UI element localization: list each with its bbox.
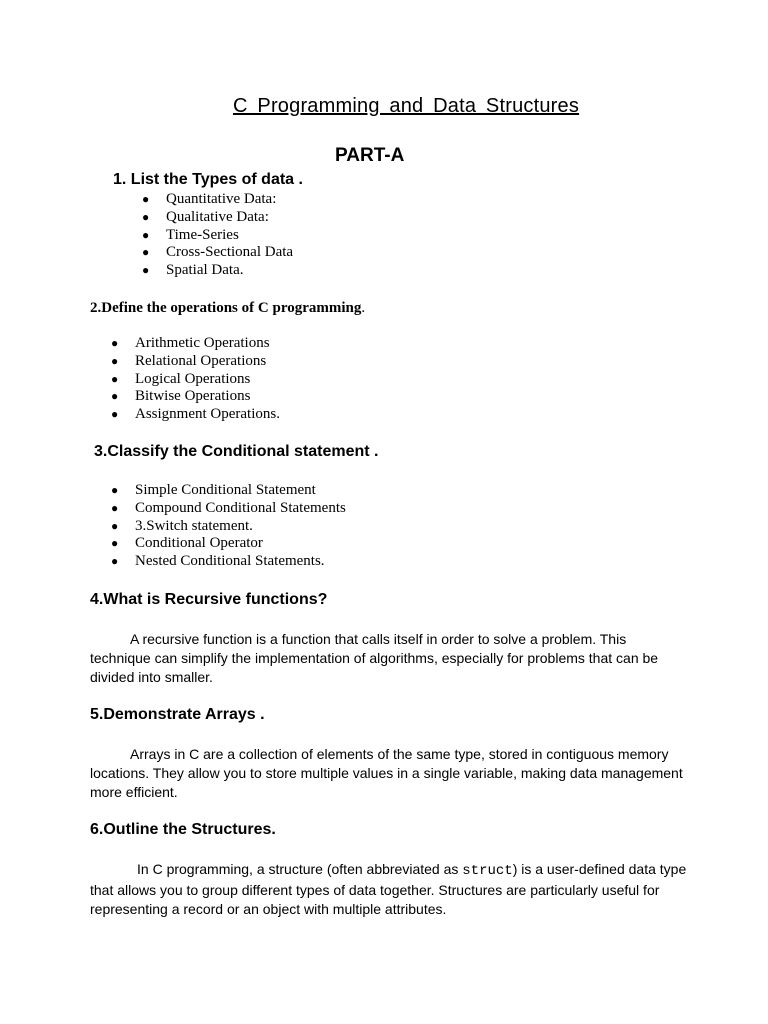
question-2-list [111, 335, 280, 424]
bullet-icon: ● [142, 263, 150, 278]
list-item: ● Relational Operations [111, 352, 267, 369]
bullet-icon: ● [111, 500, 119, 515]
bullet-icon: ● [111, 336, 119, 350]
list-item: ● Assignment Operations. [111, 406, 280, 423]
list-item: ● Simple Conditional Statement [111, 482, 316, 498]
question-3-heading: 3.Classify the Conditional statement . [94, 443, 379, 460]
bullet-icon: ● [142, 209, 150, 224]
bullet-icon: ● [111, 536, 119, 551]
list-item: ● Spatial Data. [142, 262, 244, 279]
question-1-list [142, 191, 294, 280]
list-item: ● 3.Switch statement. [111, 517, 253, 534]
list-item: ● Bitwise Operations [111, 388, 251, 405]
question-6-heading: 6.Outline the Structures. [90, 821, 276, 838]
struct-keyword: struct [462, 863, 513, 879]
list-item: ● Compound Conditional Statements [111, 499, 346, 516]
question-5-answer: Arrays in C are a collection of elements of the same type, stored in contiguous memory locations. They allow you to store multiple values in a single variable, making data management more efficient. [90, 746, 683, 800]
bullet-icon: ● [111, 407, 119, 422]
document-title: C Programming and Data Structures [233, 95, 580, 117]
question-5-heading: 5.Demonstrate Arrays . [90, 706, 265, 723]
bullet-icon: ● [111, 554, 119, 569]
part-heading: PART-A [335, 145, 405, 166]
bullet-icon: ● [142, 227, 150, 242]
list-item: ● Arithmetic Operations [111, 335, 270, 351]
list-item: ● Cross-Sectional Data [142, 244, 294, 261]
bullet-icon: ● [111, 518, 119, 533]
question-4-answer: A recursive function is a function that calls itself in order to solve a problem. This technique can simplify the implementation of algorithms, especially for problems that can be divided into smaller. [90, 631, 659, 685]
bullet-icon: ● [142, 192, 150, 206]
bullet-icon: ● [111, 353, 119, 368]
question-3-list [111, 482, 346, 571]
list-item: ● Quantitative Data: [142, 191, 277, 207]
question-1-heading: 1. List the Types of data . [113, 171, 303, 188]
list-item: ● Qualitative Data: [142, 208, 269, 225]
bullet-icon: ● [111, 371, 119, 386]
list-item: ● Logical Operations [111, 370, 251, 387]
bullet-icon: ● [111, 483, 119, 497]
list-item: ● Conditional Operator [111, 535, 263, 552]
list-item: ● Nested Conditional Statements. [111, 553, 325, 570]
list-item: ● Time-Series [142, 226, 239, 243]
bullet-icon: ● [142, 245, 150, 260]
question-4-heading: 4.What is Recursive functions? [90, 591, 328, 608]
question-6-answer: In C programming, a structure (often abbreviated as struct) is a user-defined data type that allows you to group different types of data together. Structures are particularly useful for representing a record or an object with multiple attributes. [90, 861, 687, 917]
bullet-icon: ● [111, 389, 119, 404]
question-2-heading: 2.Define the operations of C programming. [90, 300, 366, 316]
